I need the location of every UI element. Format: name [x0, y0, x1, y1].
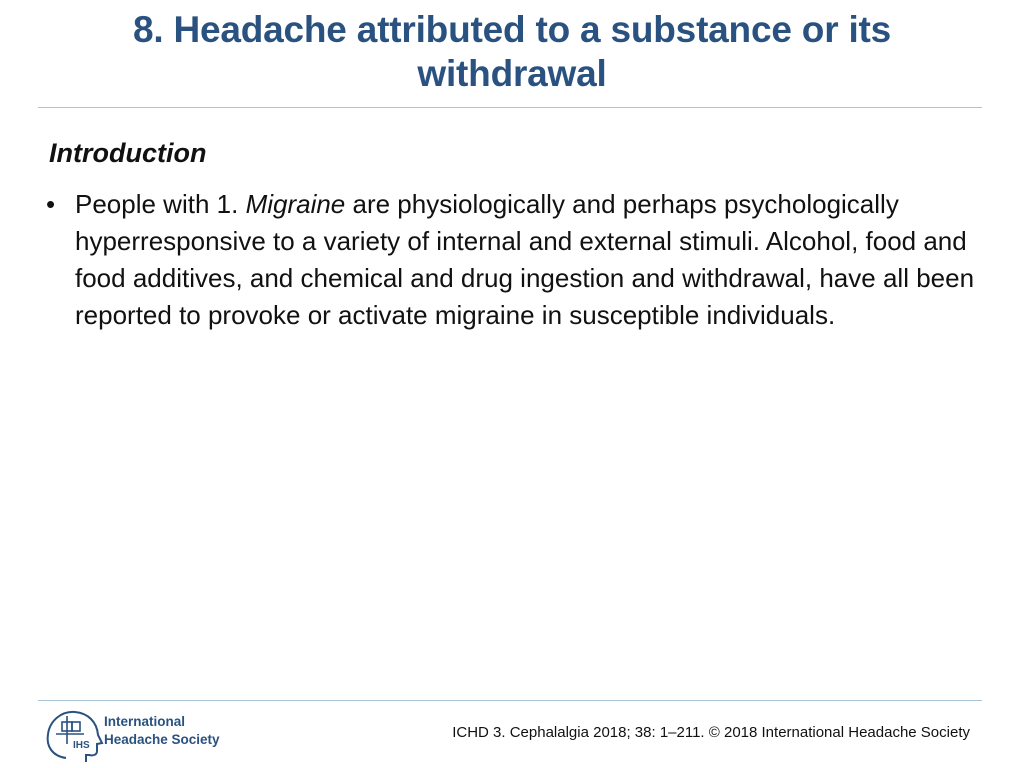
ihs-logo: [44, 708, 234, 764]
footer-divider: [38, 700, 982, 701]
title-divider: [38, 107, 982, 108]
citation: ICHD 3. Cephalalgia 2018; 38: 1–211. © 2018 International Headache Society: [452, 724, 970, 741]
bullet-text-before: People with 1.: [75, 189, 246, 219]
ihs-head-logo-icon: [44, 708, 104, 764]
logo-mark-letters: IHS: [73, 740, 90, 751]
slide-title: 8. Headache attributed to a substance or its withdrawal: [132, 9, 892, 94]
logo-line-1: International: [104, 714, 186, 729]
logo-line-2: Headache Society: [104, 732, 220, 747]
section-heading: Introduction: [49, 138, 207, 168]
bullet-list: [46, 186, 976, 334]
bullet-text-italic: Migraine: [245, 189, 346, 219]
bullet-dot-icon: •: [46, 189, 56, 219]
bullet-text-after: are physiologically and perhaps psychologically hyperresponsive to a variety of internal and external stimuli. Alcohol, food and food additives, and chemical and drug ingestion and withdrawal, have all been reported to provoke or activate migraine in susceptible individuals.: [75, 189, 975, 330]
bullet-item: [46, 186, 976, 334]
logo-text: [104, 713, 220, 749]
